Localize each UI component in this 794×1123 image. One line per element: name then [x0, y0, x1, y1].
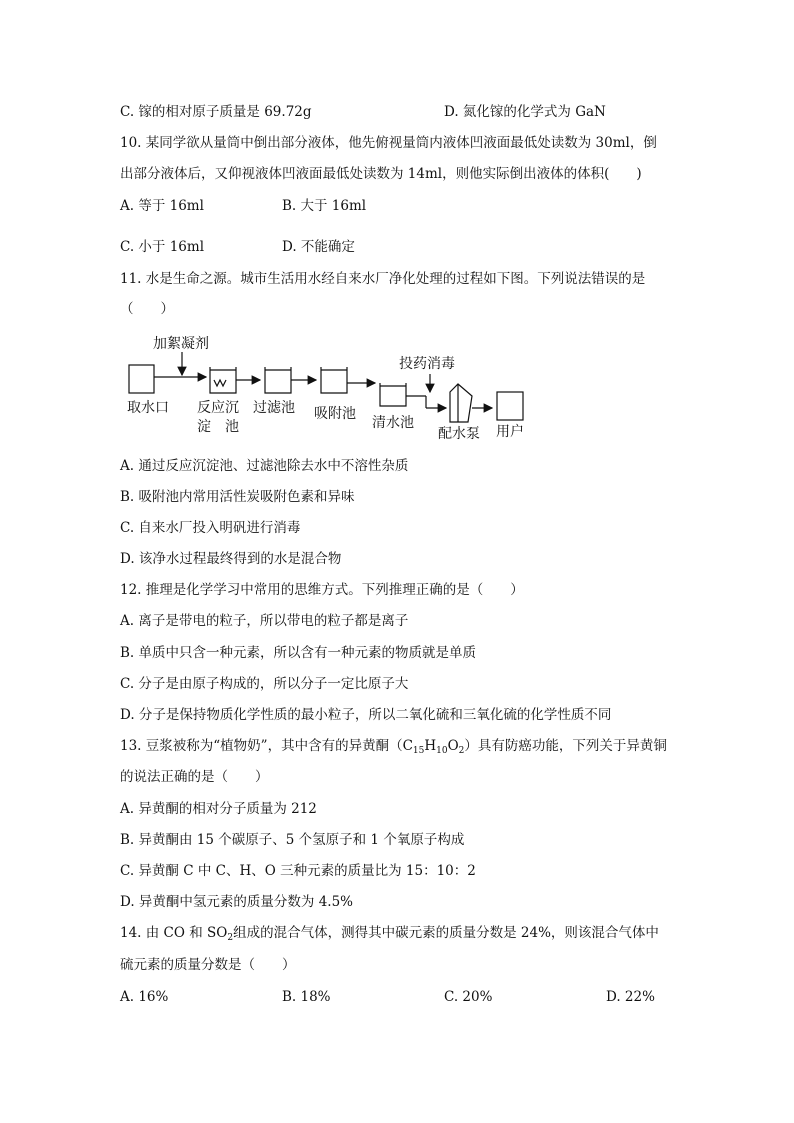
q12-option-c: C. 分子是由原子构成的，所以分子一定比原子大 [120, 676, 409, 692]
q13-h: H [424, 738, 437, 754]
q14-option-c: C. 20% [444, 989, 493, 1005]
q12-option-b: B. 单质中只含一种元素，所以含有一种元素的物质就是单质 [120, 645, 477, 661]
q13-sub-o: 2 [458, 746, 465, 756]
label-pump: 配水泵 [438, 426, 480, 442]
q13-stem-pre: 13. 豆浆被称为“植物奶”，其中含有的异黄酮（C [120, 738, 413, 754]
pump-shape [450, 384, 472, 422]
label-disinfect: 投药消毒 [399, 356, 455, 372]
q10-option-b: B. 大于 16ml [282, 198, 367, 214]
q13-option-c: C. 异黄酮 C 中 C、H、O 三种元素的质量比为 15：10：2 [120, 863, 476, 879]
label-user: 用户 [496, 424, 524, 440]
q9-option-c: C. 镓的相对原子质量是 69.72g [120, 104, 312, 120]
q14-sub-so2: 2 [227, 933, 234, 943]
water-treatment-diagram [120, 330, 540, 445]
q11-stem-line1: 11. 水是生命之源。城市生活用水经自来水厂净化处理的过程如下图。下列说法错误的是 [120, 271, 646, 287]
user-box [497, 392, 523, 420]
q13-option-a: A. 异黄酮的相对分子质量为 212 [120, 801, 317, 817]
label-additive: 加絮凝剂 [153, 336, 209, 352]
q13-stem-post: ）具有防癌功能，下列关于异黄铜 [464, 738, 667, 754]
q10-option-c: C. 小于 16ml [120, 239, 205, 255]
q14-option-d: D. 22% [606, 989, 655, 1005]
q14-option-b: B. 18% [282, 989, 331, 1005]
q11-stem-line2: （ ） [120, 301, 174, 317]
q13-option-b: B. 异黄酮由 15 个碳原子、5 个氢原子和 1 个氧原子构成 [120, 832, 465, 848]
q12-option-d: D. 分子是保持物质化学性质的最小粒子，所以二氧化硫和三氧化硫的化学性质不同 [120, 707, 612, 723]
q11-option-a: A. 通过反应沉淀池、过滤池除去水中不溶性杂质 [120, 458, 409, 474]
q10-stem-line1: 10. 某同学欲从量筒中倒出部分液体，他先俯视量筒内液体凹液面最低处读数为 30ml，倒 [120, 135, 657, 151]
q11-option-d: D. 该净水过程最终得到的水是混合物 [120, 551, 342, 567]
q9-option-d: D. 氮化镓的化学式为 GaN [444, 104, 606, 120]
intake-box [129, 365, 154, 393]
q14-stem-line2: 硫元素的质量分数是（ ） [120, 957, 296, 973]
q14-stem-line1 [120, 924, 659, 942]
q13-stem-line1 [120, 737, 667, 755]
q13-option-d: D. 异黄酮中氢元素的质量分数为 4.5% [120, 894, 354, 910]
q10-stem-line2: 出部分液体后，又仰视液体凹液面最低处读数为 14ml，则他实际倒出液体的体积( ) [120, 166, 642, 182]
label-sediment-1: 反应沉 [197, 400, 239, 416]
label-sediment-2: 淀 池 [197, 419, 239, 435]
q10-option-d: D. 不能确定 [282, 239, 355, 255]
q13-sub-c: 15 [412, 746, 425, 756]
q12-stem: 12. 推理是化学学习中常用的思维方式。下列推理正确的是（ ） [120, 582, 524, 598]
q14-option-a: A. 16% [120, 989, 169, 1005]
label-filter: 过滤池 [253, 400, 295, 416]
adsorb-tank [321, 367, 347, 393]
q14-stem-pre: 14. 由 CO 和 SO [120, 925, 228, 941]
label-adsorb: 吸附池 [314, 406, 356, 422]
q12-option-a: A. 离子是带电的粒子，所以带电的粒子都是离子 [120, 613, 409, 629]
label-clear: 清水池 [372, 415, 414, 431]
q11-option-b: B. 吸附池内常用活性炭吸附色素和异味 [120, 489, 355, 505]
q11-option-c: C. 自来水厂投入明矾进行消毒 [120, 520, 301, 536]
q14-stem-post: 组成的混合气体，测得其中碳元素的质量分数是 24%，则该混合气体中 [233, 925, 659, 941]
label-intake: 取水口 [127, 400, 169, 416]
filter-tank [265, 367, 291, 393]
q10-option-a: A. 等于 16ml [120, 198, 204, 214]
q13-sub-h: 10 [436, 746, 448, 756]
q13-o: O [447, 738, 459, 754]
sediment-tank [210, 367, 236, 393]
q13-stem-line2: 的说法正确的是（ ） [120, 769, 269, 785]
